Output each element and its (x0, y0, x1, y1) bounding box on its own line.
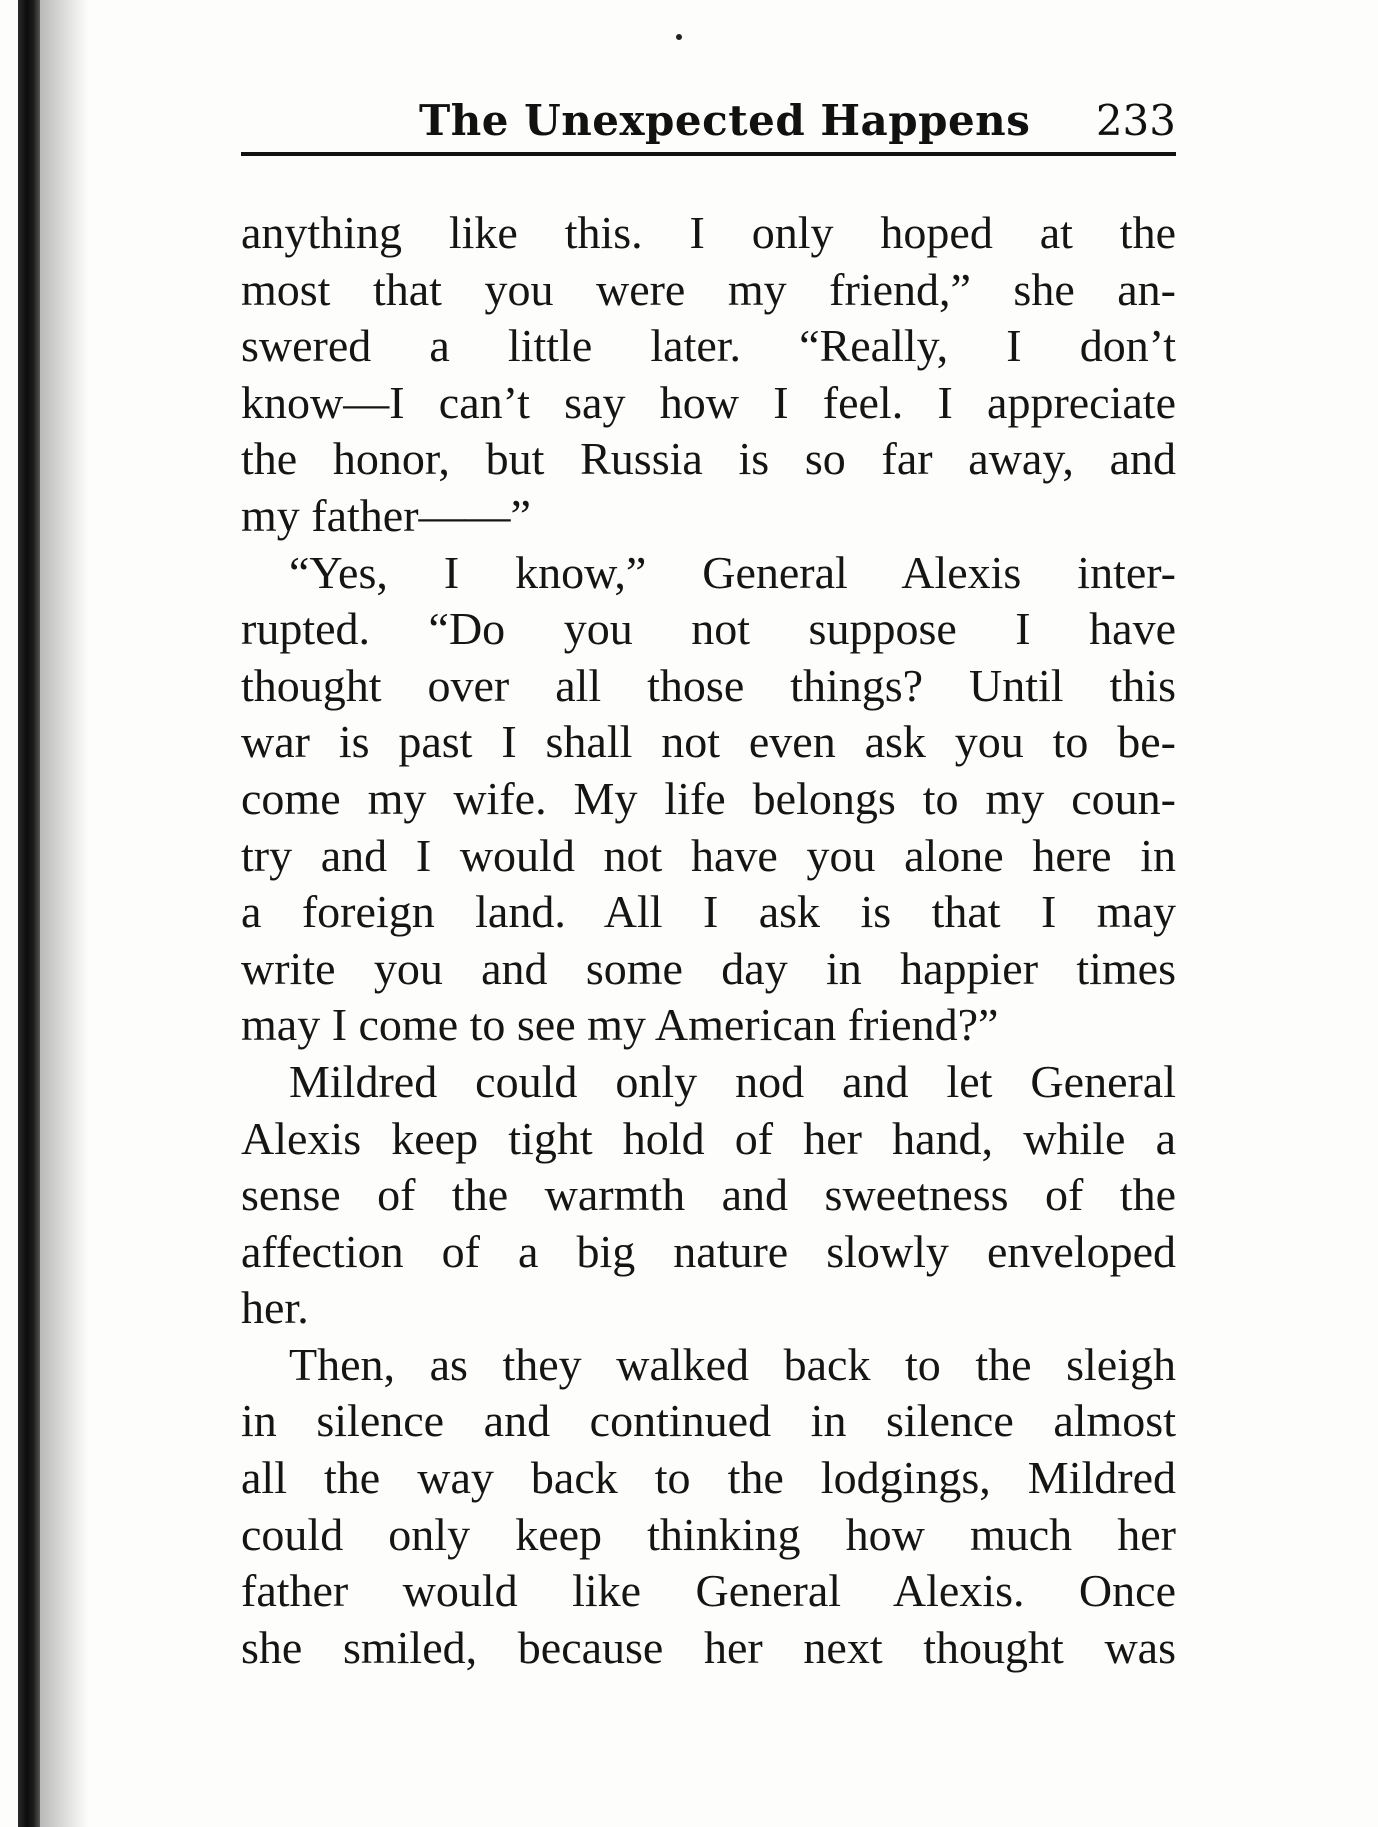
text-line: rupted. “Do you not suppose I have (241, 603, 1176, 655)
text-line: Mildred could only nod and let General (289, 1055, 1176, 1107)
text-line: come my wife. My life belongs to my coun- (241, 772, 1176, 824)
text-line: the honor, but Russia is so far away, and (241, 433, 1176, 485)
text-line: “Yes, I know,” General Alexis inter- (289, 546, 1176, 598)
text-line: may I come to see my American friend?” (241, 999, 999, 1051)
text-line: sense of the warmth and sweetness of the (241, 1169, 1176, 1221)
text-line: affection of a big nature slowly enveloped (241, 1225, 1176, 1277)
binding-shadow (40, 0, 88, 1827)
text-line: my father——” (241, 489, 531, 541)
text-line: anything like this. I only hoped at the (241, 207, 1176, 258)
text-line: a foreign land. All I ask is that I may (241, 886, 1176, 938)
text-line: write you and some day in happier times (241, 942, 1176, 994)
text-line: her. (241, 1282, 309, 1334)
text-line: try and I would not have you alone here in (241, 829, 1176, 881)
text-line: know—I can’t say how I feel. I appreciate (241, 376, 1176, 428)
text-line: thought over all those things? Until this (241, 659, 1176, 711)
text-line: she smiled, because her next thought was (241, 1621, 1176, 1673)
text-line: could only keep thinking how much her (241, 1508, 1176, 1560)
text-line: Then, as they walked back to the sleigh (289, 1338, 1176, 1390)
body-text (241, 205, 1176, 1676)
chapter-title: The Unexpected Happens (419, 96, 1031, 145)
text-line: Alexis keep tight hold of her hand, while a (241, 1112, 1176, 1164)
text-line: war is past I shall not even ask you to be- (241, 716, 1176, 768)
page-number: 233 (1095, 96, 1176, 145)
ink-speck (676, 34, 682, 40)
text-line: swered a little later. “Really, I don’t (241, 320, 1176, 372)
book-binding-edge (18, 0, 40, 1827)
text-line: in silence and continued in silence almost (241, 1395, 1176, 1447)
header-rule (241, 152, 1176, 156)
text-line: most that you were my friend,” she an- (241, 263, 1176, 315)
text-line: all the way back to the lodgings, Mildred (241, 1452, 1176, 1504)
text-line: father would like General Alexis. Once (241, 1565, 1176, 1617)
